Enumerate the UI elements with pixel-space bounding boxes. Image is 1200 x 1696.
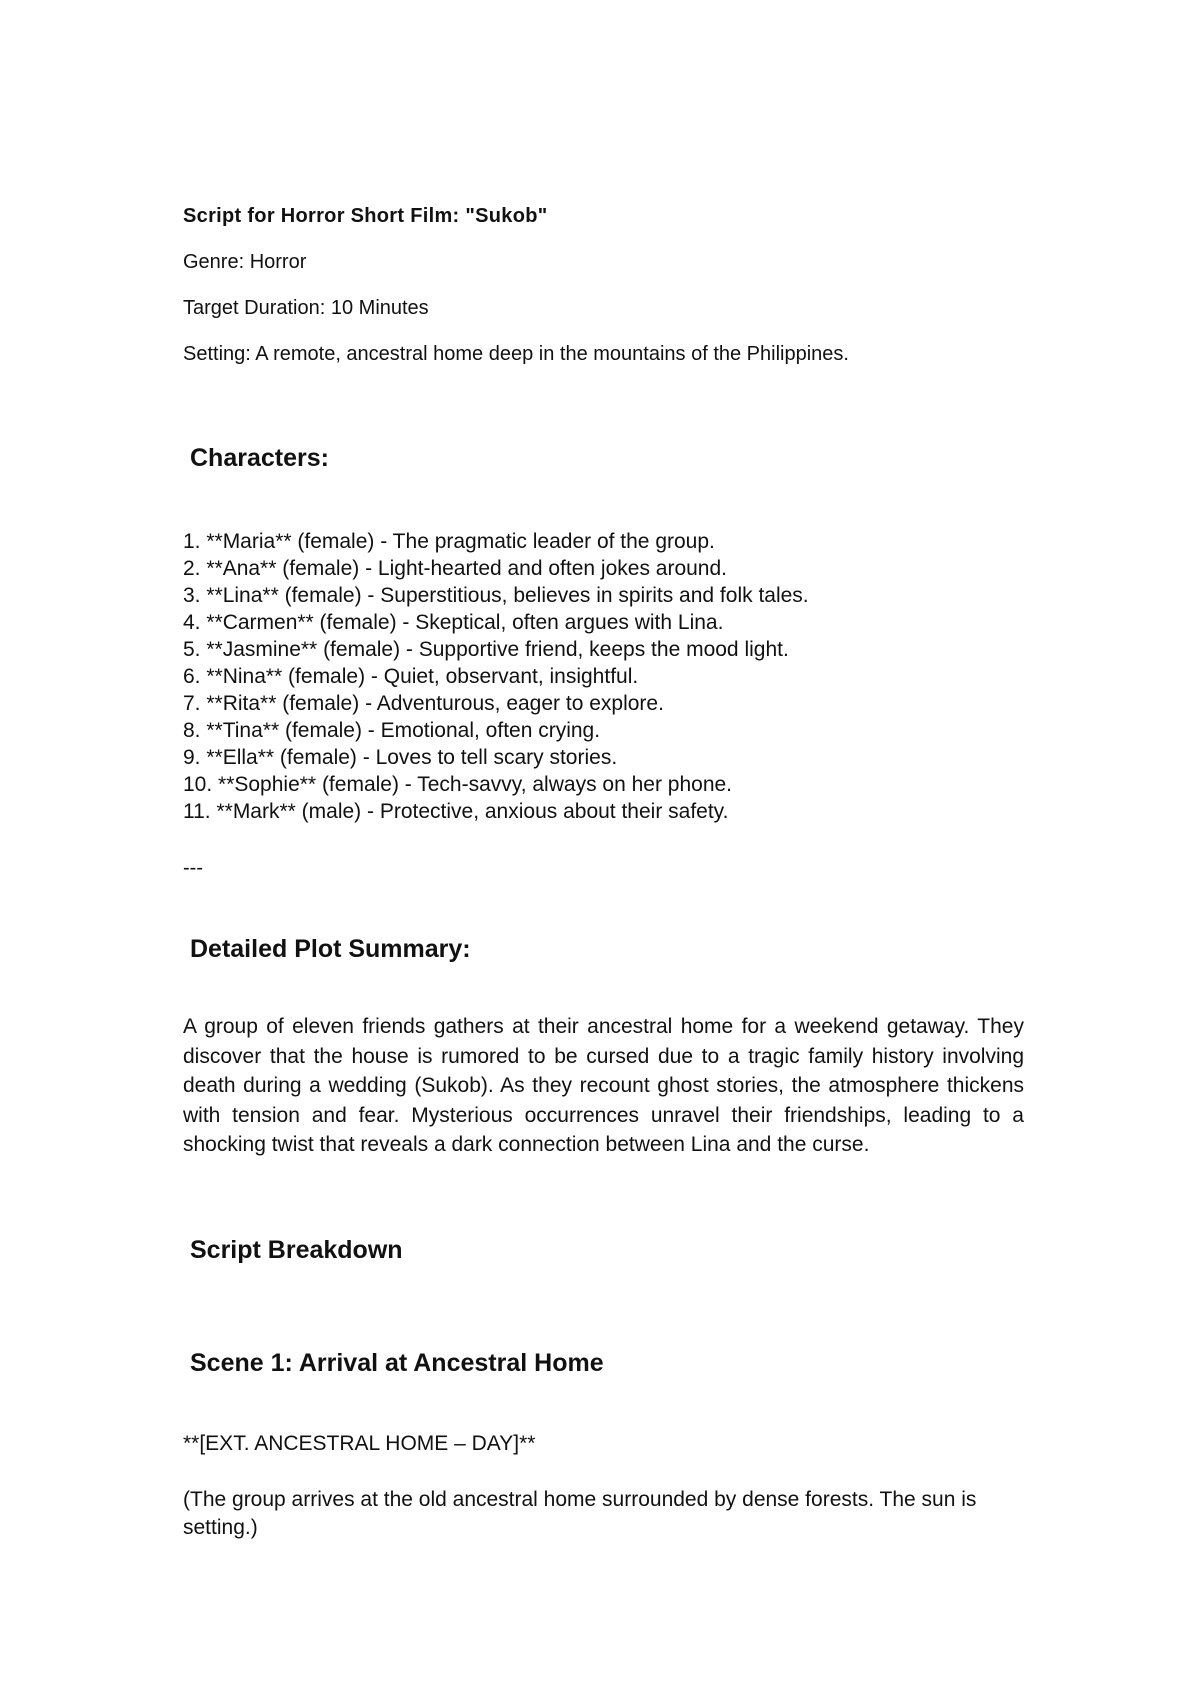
list-item: 7. **Rita** (female) - Adventurous, eager to explore. [183, 692, 664, 715]
scene-1-slugline: **[EXT. ANCESTRAL HOME – DAY]** [183, 1432, 536, 1455]
setting-line: Setting: A remote, ancestral home deep in the mountains of the Philippines. [183, 343, 849, 365]
script-breakdown-heading: Script Breakdown [190, 1236, 403, 1264]
list-item: 10. **Sophie** (female) - Tech-savvy, always on her phone. [183, 773, 733, 796]
scene-1-heading: Scene 1: Arrival at Ancestral Home [190, 1349, 604, 1377]
characters-heading: Characters: [190, 444, 329, 472]
character-list [183, 528, 809, 825]
list-item: 9. **Ella** (female) - Loves to tell scary stories. [183, 746, 618, 769]
list-item: 8. **Tina** (female) - Emotional, often crying. [183, 719, 601, 742]
list-item: 3. **Lina** (female) - Superstitious, believes in spirits and folk tales. [183, 584, 809, 607]
plot-summary-paragraph: A group of eleven friends gathers at their ancestral home for a weekend getaway. They discover that the house is rumored to be cursed due to a tragic family history involving death during a wedding (Sukob). As they recount ghost stories, the atmosphere thickens with tension and fear. Mysterious occurrences unravel their friendships, leading to a shocking twist that reveals a dark connection between Lina and the curse. [183, 1015, 1024, 1157]
duration-line: Target Duration: 10 Minutes [183, 297, 429, 319]
list-item: 1. **Maria** (female) - The pragmatic leader of the group. [183, 530, 715, 553]
plot-summary-heading: Detailed Plot Summary: [190, 935, 471, 963]
list-item: 11. **Mark** (male) - Protective, anxious about their safety. [183, 800, 729, 823]
document-title: Script for Horror Short Film: "Sukob" [183, 205, 548, 227]
scene-1-action: (The group arrives at the old ancestral home surrounded by dense forests. The sun is setting.) [183, 1488, 977, 1539]
section-separator: --- [183, 857, 203, 879]
list-item: 5. **Jasmine** (female) - Supportive friend, keeps the mood light. [183, 638, 789, 661]
list-item: 6. **Nina** (female) - Quiet, observant, insightful. [183, 665, 639, 688]
list-item: 4. **Carmen** (female) - Skeptical, often argues with Lina. [183, 611, 724, 634]
genre-line: Genre: Horror [183, 251, 307, 273]
list-item: 2. **Ana** (female) - Light-hearted and often jokes around. [183, 557, 728, 580]
